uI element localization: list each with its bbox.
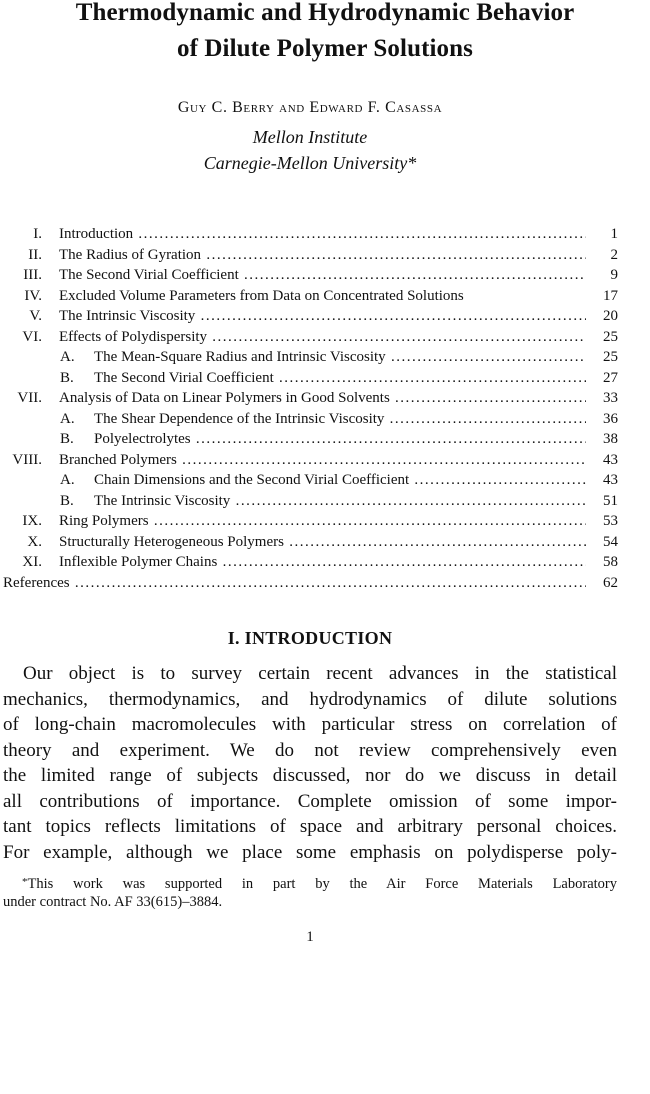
toc-page-number: 62 xyxy=(603,574,618,591)
toc-page-number: 53 xyxy=(603,513,618,529)
toc-row xyxy=(0,388,626,409)
toc-page-number: 9 xyxy=(610,267,618,283)
toc-subsection-letter: B. xyxy=(60,369,74,386)
toc-page-number: 25 xyxy=(603,328,618,345)
toc-section-number: IX. xyxy=(22,513,42,529)
toc-section-number: VII. xyxy=(17,390,42,406)
toc-page-number: 43 xyxy=(603,472,618,488)
toc-row xyxy=(0,429,626,450)
section-heading: I. INTRODUCTION xyxy=(227,628,393,648)
toc-row xyxy=(0,327,626,348)
toc-row xyxy=(0,511,626,532)
body-text-line: For example, although we place some emphasis on polydisperse poly- xyxy=(3,841,617,863)
toc-page-number: 43 xyxy=(603,451,618,468)
toc-page-number: 38 xyxy=(603,431,618,447)
toc-page-number: 20 xyxy=(603,308,618,324)
toc-row xyxy=(0,265,626,286)
toc-subsection-letter: B. xyxy=(60,492,74,509)
toc-row xyxy=(0,224,626,245)
toc-section-number: XI. xyxy=(22,554,42,570)
toc-page-number: 51 xyxy=(603,492,618,509)
toc-entry-title: Introduction ..... xyxy=(59,224,586,245)
toc-entry-title: Inflexible Polymer Chains ..... xyxy=(59,552,586,573)
toc-page-number: 58 xyxy=(603,554,618,570)
body-text-line: theory and experiment. We do not review comprehensively even xyxy=(3,739,617,761)
body-text-line: the limited range of subjects discussed, nor do we discuss in detail xyxy=(3,765,617,786)
toc-subsection-letter: B. xyxy=(60,431,74,447)
toc-page-number: 25 xyxy=(603,349,618,365)
footnote-line-2: under contract No. AF 33(615)–3884. xyxy=(3,894,223,910)
article-title-line-1: Thermodynamic and Hydrodynamic Behavior xyxy=(75,0,575,26)
author-names: Guy C. Berry and Edward F. Casassa xyxy=(177,99,443,116)
toc-entry-title: The Radius of Gyration ..... xyxy=(59,245,586,266)
affiliation-line-2: Carnegie-Mellon University* xyxy=(203,153,417,173)
footnote-line-1 xyxy=(22,872,617,894)
toc-row xyxy=(0,470,626,491)
toc-entry-title: References ..... xyxy=(3,573,586,594)
toc-entry-title: The Intrinsic Viscosity ..... xyxy=(94,491,586,512)
toc-entry-title: The Intrinsic Viscosity ..... xyxy=(59,306,586,327)
toc-row xyxy=(0,286,626,307)
toc-entry-title: Branched Polymers ..... xyxy=(59,450,586,471)
toc-section-number: IV. xyxy=(24,287,42,304)
toc-entry-title: Ring Polymers ..... xyxy=(59,511,586,532)
toc-subsection-letter: A. xyxy=(60,410,75,427)
toc-row xyxy=(0,552,626,573)
toc-entry-title: Analysis of Data on Linear Polymers in Good Solvents ..... xyxy=(59,388,586,409)
toc-entry-title: The Second Virial Coefficient ..... xyxy=(59,265,586,286)
toc-subsection-letter: A. xyxy=(60,472,75,488)
body-text-line: all contributions of importance. Complete omission of some impor- xyxy=(3,790,617,812)
toc-row xyxy=(0,573,626,594)
toc-row xyxy=(0,245,626,266)
body-text-line: mechanics, thermodynamics, and hydrodynamics of dilute solutions xyxy=(3,688,617,710)
toc-row xyxy=(0,532,626,553)
toc-row xyxy=(0,368,626,389)
toc-row xyxy=(0,347,626,368)
article-title-line-2: of Dilute Polymer Solutions xyxy=(177,35,473,62)
toc-row xyxy=(0,450,626,471)
toc-page-number: 54 xyxy=(603,533,618,550)
toc-section-number: II. xyxy=(28,246,42,263)
toc-entry-title: Excluded Volume Parameters from Data on Concentrated Solutions xyxy=(59,287,464,304)
toc-page-number: 17 xyxy=(603,287,618,304)
affiliation-line-1: Mellon Institute xyxy=(252,127,368,147)
body-text-line: tant topics reflects limitations of space and arbitrary personal choices. xyxy=(3,816,617,837)
toc-section-number: I. xyxy=(33,226,42,242)
body-text-line: Our object is to survey certain recent advances in the statistical xyxy=(23,663,617,684)
toc-page-number: 1 xyxy=(610,226,618,242)
toc-entry-title: The Shear Dependence of the Intrinsic Viscosity ..... xyxy=(94,409,586,430)
toc-entry-title: The Second Virial Coefficient ..... xyxy=(94,368,586,389)
toc-section-number: X. xyxy=(27,533,42,550)
toc-entry-title: Structurally Heterogeneous Polymers ..... xyxy=(59,532,586,553)
toc-entry-title: The Mean-Square Radius and Intrinsic Viscosity ..... xyxy=(94,347,586,368)
toc-section-number: VI. xyxy=(22,328,42,345)
toc-row xyxy=(0,491,626,512)
toc-entry-title: Chain Dimensions and the Second Virial Coefficient ..... xyxy=(94,470,586,491)
page-number: 1 xyxy=(306,929,314,945)
table-of-contents xyxy=(0,224,626,593)
toc-page-number: 33 xyxy=(603,390,618,406)
footnote-mark: * xyxy=(22,876,28,888)
toc-page-number: 2 xyxy=(610,246,618,263)
body-text-line: of long-chain macromolecules with particular stress on correlation of xyxy=(3,714,617,735)
toc-entry-title: Effects of Polydispersity ..... xyxy=(59,327,586,348)
toc-section-number: V. xyxy=(29,308,42,324)
toc-row xyxy=(0,409,626,430)
toc-subsection-letter: A. xyxy=(60,349,75,365)
toc-entry-title: Polyelectrolytes ..... xyxy=(94,429,586,450)
footnote-text-1: This work was supported in part by the Air Force Materials Laboratory xyxy=(27,876,617,892)
toc-section-number: VIII. xyxy=(12,451,42,468)
toc-row xyxy=(0,306,626,327)
toc-page-number: 36 xyxy=(603,410,618,427)
toc-section-number: III. xyxy=(23,267,42,283)
toc-page-number: 27 xyxy=(603,369,618,386)
